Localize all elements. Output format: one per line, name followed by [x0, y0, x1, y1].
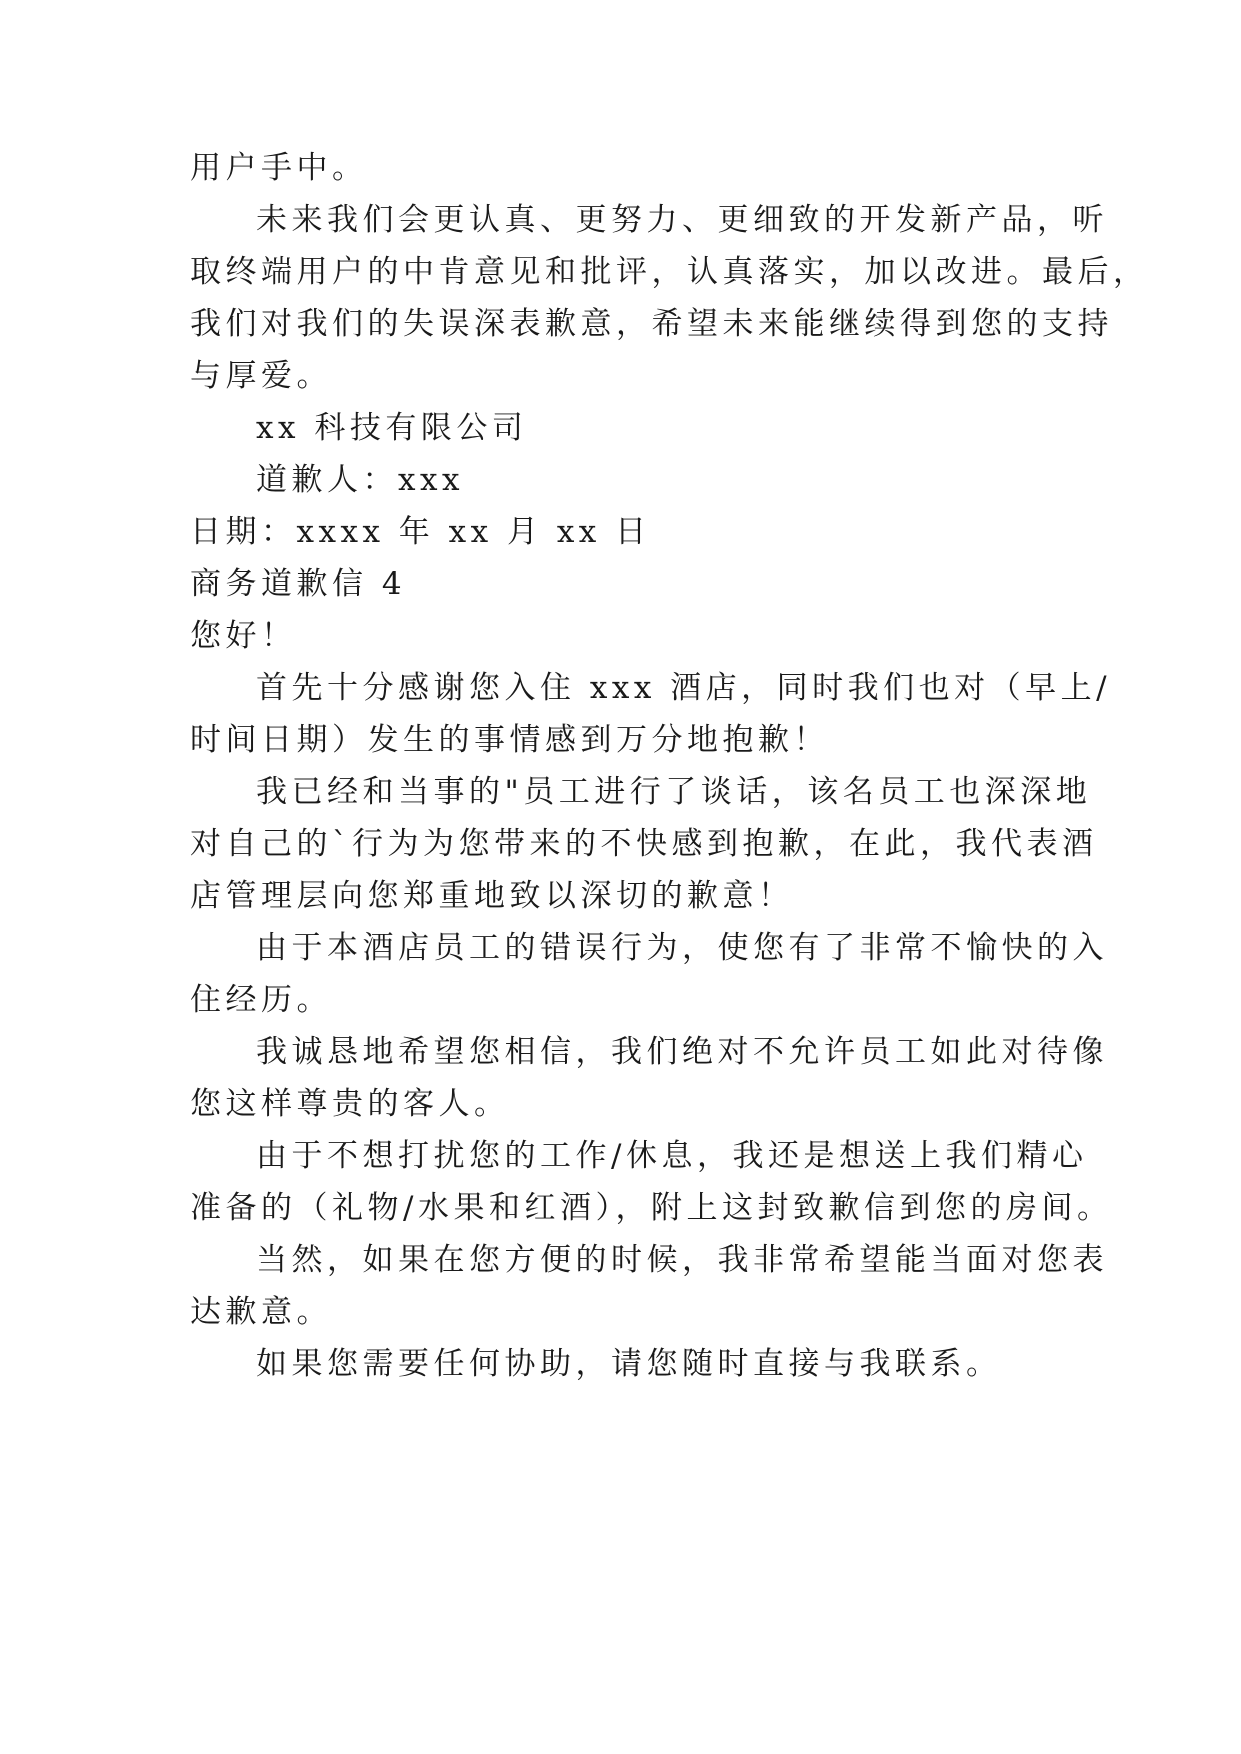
text-line: 对自己的`行为为您带来的不快感到抱歉，在此，我代表酒 — [190, 826, 1098, 862]
text-line: 店管理层向您郑重地致以深切的歉意！ — [190, 878, 794, 914]
greeting: 您好！ — [190, 618, 297, 654]
apologizer: 道歉人：xxx — [256, 462, 464, 498]
text-line: 您这样尊贵的客人。 — [190, 1086, 510, 1122]
text-line: 未来我们会更认真、更努力、更细致的开发新产品，听 — [256, 202, 1108, 238]
text-line: 我诚恳地希望您相信，我们绝对不允许员工如此对待像 — [256, 1034, 1108, 1070]
text-line: 我已经和当事的"员工进行了谈话，该名员工也深深地 — [256, 774, 1092, 810]
text-line: 住经历。 — [190, 982, 332, 1018]
text-line: 由于本酒店员工的错误行为，使您有了非常不愉快的入 — [256, 930, 1108, 966]
text-line: 如果您需要任何协助，请您随时直接与我联系。 — [256, 1346, 1002, 1382]
text-line: 与厚爱。 — [190, 358, 332, 394]
section-title: 商务道歉信 4 — [190, 566, 407, 602]
text-line: 时间日期）发生的事情感到万分地抱歉！ — [190, 722, 829, 758]
text-line: 取终端用户的中肯意见和批评，认真落实，加以改进。最后， — [190, 254, 1149, 290]
date-line: 日期：xxxx 年 xx 月 xx 日 — [190, 514, 651, 550]
text-line: 用户手中。 — [190, 150, 368, 186]
text-line: 准备的（礼物/水果和红酒），附上这封致歉信到您的房间。 — [190, 1190, 1113, 1226]
text-line: 我们对我们的失误深表歉意，希望未来能继续得到您的支持 — [190, 306, 1113, 342]
text-line: 达歉意。 — [190, 1294, 332, 1330]
text-line: 首先十分感谢您入住 xxx 酒店，同时我们也对（早上/ — [256, 670, 1112, 706]
text-line: 当然，如果在您方便的时候，我非常希望能当面对您表 — [256, 1242, 1108, 1278]
company-name: xx 科技有限公司 — [256, 410, 528, 446]
text-line: 由于不想打扰您的工作/休息，我还是想送上我们精心 — [256, 1138, 1088, 1174]
